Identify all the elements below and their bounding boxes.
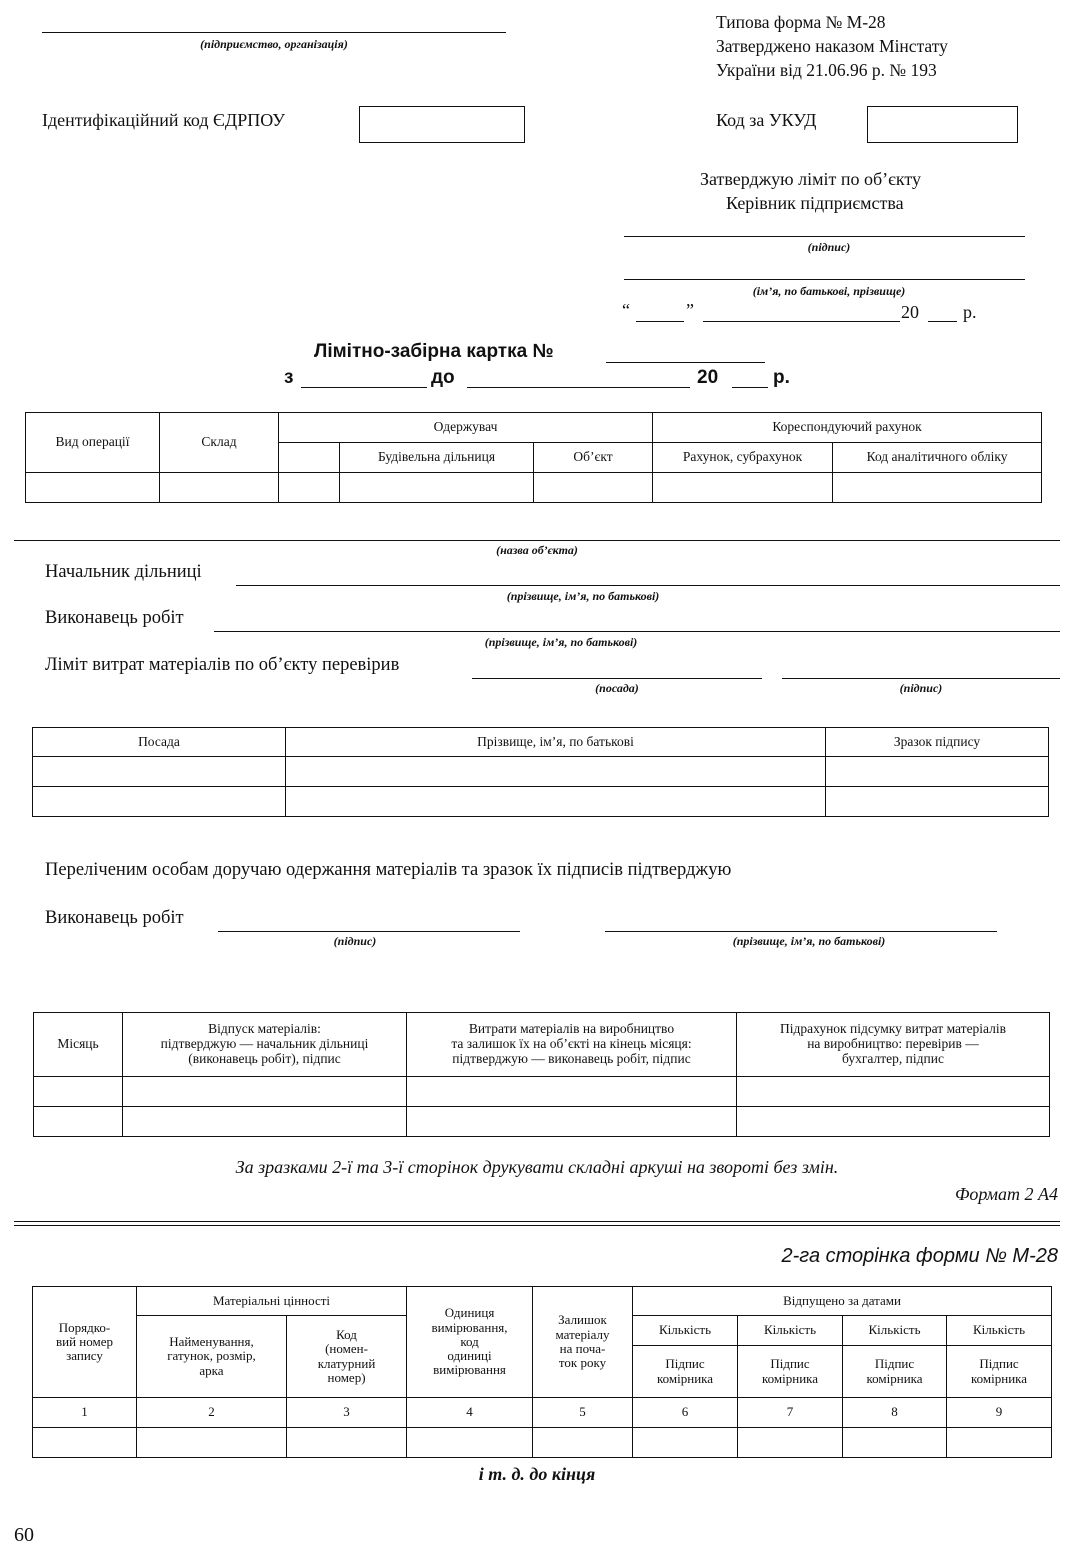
col-balance: [533, 1287, 633, 1398]
date-close-quote: ”: [686, 300, 694, 320]
organization-line[interactable]: [42, 32, 506, 33]
card-number-line[interactable]: [606, 362, 765, 363]
col-costs: [407, 1013, 737, 1077]
col-record-number-line: Порядко-: [58, 1319, 111, 1335]
limit-checked-label: Ліміт витрат матеріалів по об’єкту перевірив: [45, 655, 400, 675]
col-object: Об’єкт: [534, 443, 653, 473]
col-material-name-line: гатунок, розмір,: [167, 1348, 256, 1364]
col-costs-line: та залишок їх на об’єкті на кінець місяця:: [451, 1036, 692, 1052]
entrust-name-caption: (прізвище, ім’я, по батькові): [732, 934, 886, 948]
col-unit-line: вимірювання,: [431, 1319, 508, 1335]
column-number: 2: [137, 1398, 287, 1428]
col-balance-line: на поча-: [559, 1341, 606, 1356]
approval-signature-caption: (підпис): [807, 240, 851, 254]
column-number: 5: [533, 1398, 633, 1428]
col-total-line: на виробництво: перевірив —: [807, 1036, 979, 1052]
date-open-quote: “: [622, 300, 630, 320]
date-day-line[interactable]: [636, 321, 684, 322]
period-from-label: з: [284, 367, 294, 388]
col-material-code-line: номер): [327, 1369, 366, 1385]
col-month: Місяць: [34, 1013, 123, 1077]
form-info-line: України від 21.06.96 р. № 193: [716, 60, 937, 80]
table-row: [26, 473, 1042, 503]
period-to-line[interactable]: [467, 387, 690, 388]
ukud-label: Код за УКУД: [716, 110, 817, 130]
col-total-line: Підрахунок підсумку витрат матеріалів: [779, 1021, 1007, 1037]
col-material-name-line: Найменування,: [169, 1334, 254, 1350]
limit-signature-caption: (підпис): [899, 681, 943, 695]
sign-line: Підпис: [665, 1356, 705, 1372]
monthly-table: [33, 1012, 1050, 1137]
page-number: 60: [14, 1524, 34, 1546]
form-info-line: Затверджено наказом Мінстату: [716, 36, 948, 56]
approval-name-caption: (ім’я, по батькові, прізвище): [752, 284, 906, 298]
col-operation: Вид операції: [26, 413, 160, 473]
col-quantity: Кількість: [947, 1316, 1052, 1346]
executor-line[interactable]: [214, 631, 1060, 632]
etc-note: і т. д. до кінця: [478, 1464, 596, 1484]
sign-line: Підпис: [874, 1356, 915, 1372]
col-analytic: Код аналітичного обліку: [833, 443, 1042, 473]
date-year-prefix: 20: [901, 302, 919, 322]
limit-signature-line[interactable]: [782, 678, 1060, 679]
entrust-signature-caption: (підпис): [333, 934, 377, 948]
card-title: Лімітно-забірна картка №: [314, 341, 554, 362]
group-account: Кореспондуючий рахунок: [653, 413, 1042, 443]
col-balance-line: матеріалу: [555, 1326, 610, 1342]
col-material-code-line: Код: [336, 1326, 357, 1342]
group-receiver: Одержувач: [279, 413, 653, 443]
column-number: 9: [947, 1398, 1052, 1428]
column-number: 1: [33, 1398, 137, 1428]
col-storekeeper-signature: [843, 1346, 947, 1398]
object-name-line[interactable]: [14, 540, 1060, 541]
site-head-caption: (прізвище, ім’я, по батькові): [506, 589, 660, 603]
form-info: [716, 10, 948, 82]
date-suffix: р.: [963, 302, 977, 322]
column-number: 4: [407, 1398, 533, 1428]
position-caption: (посада): [595, 681, 639, 695]
col-record-number: [33, 1287, 137, 1398]
col-unit-line: одиниці: [447, 1348, 492, 1364]
col-release: [123, 1013, 407, 1077]
col-material-name: [137, 1316, 287, 1398]
approval-line2: Керівник підприємства: [726, 193, 904, 213]
approval-signature-line[interactable]: [624, 236, 1025, 237]
col-storekeeper-signature: [738, 1346, 843, 1398]
ukud-field[interactable]: [867, 106, 1018, 143]
col-storekeeper-signature: [633, 1346, 738, 1398]
table-row: [33, 787, 1049, 817]
col-unit: [407, 1287, 533, 1398]
page2-title: 2-га сторінка форми № М-28: [781, 1245, 1058, 1267]
sign-line: Підпис: [979, 1356, 1019, 1372]
column-number: 3: [287, 1398, 407, 1428]
col-record-number-line: вий номер: [55, 1333, 113, 1349]
col-material-code: [287, 1316, 407, 1398]
col-subaccount: Рахунок, субрахунок: [653, 443, 833, 473]
page-divider: [14, 1221, 1060, 1226]
executor-label: Виконавець робіт: [45, 608, 184, 628]
table-row: [34, 1077, 1050, 1107]
approval-line1: Затверджую ліміт по об’єкту: [700, 169, 921, 189]
sign-line: комірника: [761, 1370, 819, 1386]
object-name-caption: (назва об’єкта): [496, 543, 578, 557]
period-from-line[interactable]: [301, 387, 427, 388]
col-total: [737, 1013, 1050, 1077]
position-line[interactable]: [472, 678, 762, 679]
entrust-text: Переліченим особам доручаю одержання матеріалів та зразок їх підписів підтверджую: [45, 860, 732, 880]
edrpou-label: Ідентифікаційний код ЄДРПОУ: [42, 110, 285, 130]
entrust-name-line[interactable]: [605, 931, 997, 932]
period-year-line[interactable]: [732, 387, 768, 388]
column-number: 6: [633, 1398, 738, 1428]
col-storekeeper-signature: [947, 1346, 1052, 1398]
col-total-line: бухгалтер, підпис: [842, 1050, 944, 1066]
col-balance-line: Залишок: [558, 1312, 607, 1328]
sign-line: комірника: [866, 1370, 923, 1386]
period-year-label: 20: [697, 367, 719, 388]
print-note: За зразками 2-ї та 3-ї сторінок друкувати складні аркуші на звороті без змін.: [235, 1157, 839, 1177]
col-quantity: Кількість: [633, 1316, 738, 1346]
group-material-values: Матеріальні цінності: [137, 1287, 407, 1316]
executor-caption: (прізвище, ім’я, по батькові): [484, 635, 638, 649]
site-head-line[interactable]: [236, 585, 1060, 586]
col-name: Прізвище, ім’я, по батькові: [286, 728, 826, 757]
col-warehouse: Склад: [160, 413, 279, 473]
col-release-line: (виконавець робіт), підпис: [188, 1050, 341, 1066]
col-site: Будівельна дільниця: [340, 443, 534, 473]
period-suffix: р.: [773, 367, 790, 388]
col-release-line: підтверджую — начальник дільниці: [160, 1036, 369, 1052]
col-costs-line: Витрати матеріалів на виробництво: [468, 1021, 675, 1037]
operation-table: [25, 412, 1042, 503]
materials-table: [32, 1286, 1052, 1458]
organization-caption: (підприємство, організація): [200, 37, 348, 51]
column-numbers-row: [33, 1398, 1052, 1428]
col-quantity: Кількість: [738, 1316, 843, 1346]
col-unit-line: вимірювання: [433, 1362, 506, 1378]
col-material-code-line: (номен-: [325, 1341, 368, 1357]
col-costs-line: підтверджую — виконавець робіт, підпис: [452, 1050, 691, 1066]
group-released: Відпущено за датами: [633, 1287, 1052, 1316]
sign-line: комірника: [656, 1370, 714, 1386]
date-year-line[interactable]: [928, 321, 957, 322]
col-unit-line: код: [460, 1333, 479, 1349]
date-month-line[interactable]: [703, 321, 900, 322]
signature-table: [32, 727, 1049, 817]
table-row: [33, 1428, 1052, 1458]
entrust-executor-label: Виконавець робіт: [45, 908, 184, 928]
col-sample: Зразок підпису: [826, 728, 1049, 757]
col-balance-line: ток року: [558, 1355, 607, 1371]
col-release-line: Відпуск матеріалів:: [208, 1021, 321, 1037]
col-material-name-line: арка: [199, 1362, 224, 1378]
col-position: Посада: [33, 728, 286, 757]
period-to-label: до: [431, 367, 455, 388]
sign-line: комірника: [971, 1370, 1028, 1386]
column-number: 8: [843, 1398, 947, 1428]
sign-line: Підпис: [770, 1356, 810, 1372]
col-record-number-line: запису: [66, 1348, 103, 1364]
col-material-code-line: клатурний: [317, 1355, 376, 1371]
approval-name-line[interactable]: [624, 279, 1025, 280]
form-info-line: Типова форма № М-28: [716, 12, 886, 32]
col-quantity: Кількість: [843, 1316, 947, 1346]
blank-header-cell: [279, 443, 340, 473]
format-note: Формат 2 А4: [954, 1184, 1058, 1204]
entrust-signature-line[interactable]: [218, 931, 520, 932]
table-row: [33, 757, 1049, 787]
edrpou-field[interactable]: [359, 106, 525, 143]
column-number: 7: [738, 1398, 843, 1428]
table-row: [34, 1107, 1050, 1137]
site-head-label: Начальник дільниці: [45, 562, 202, 582]
col-unit-line: Одиниця: [444, 1305, 495, 1321]
